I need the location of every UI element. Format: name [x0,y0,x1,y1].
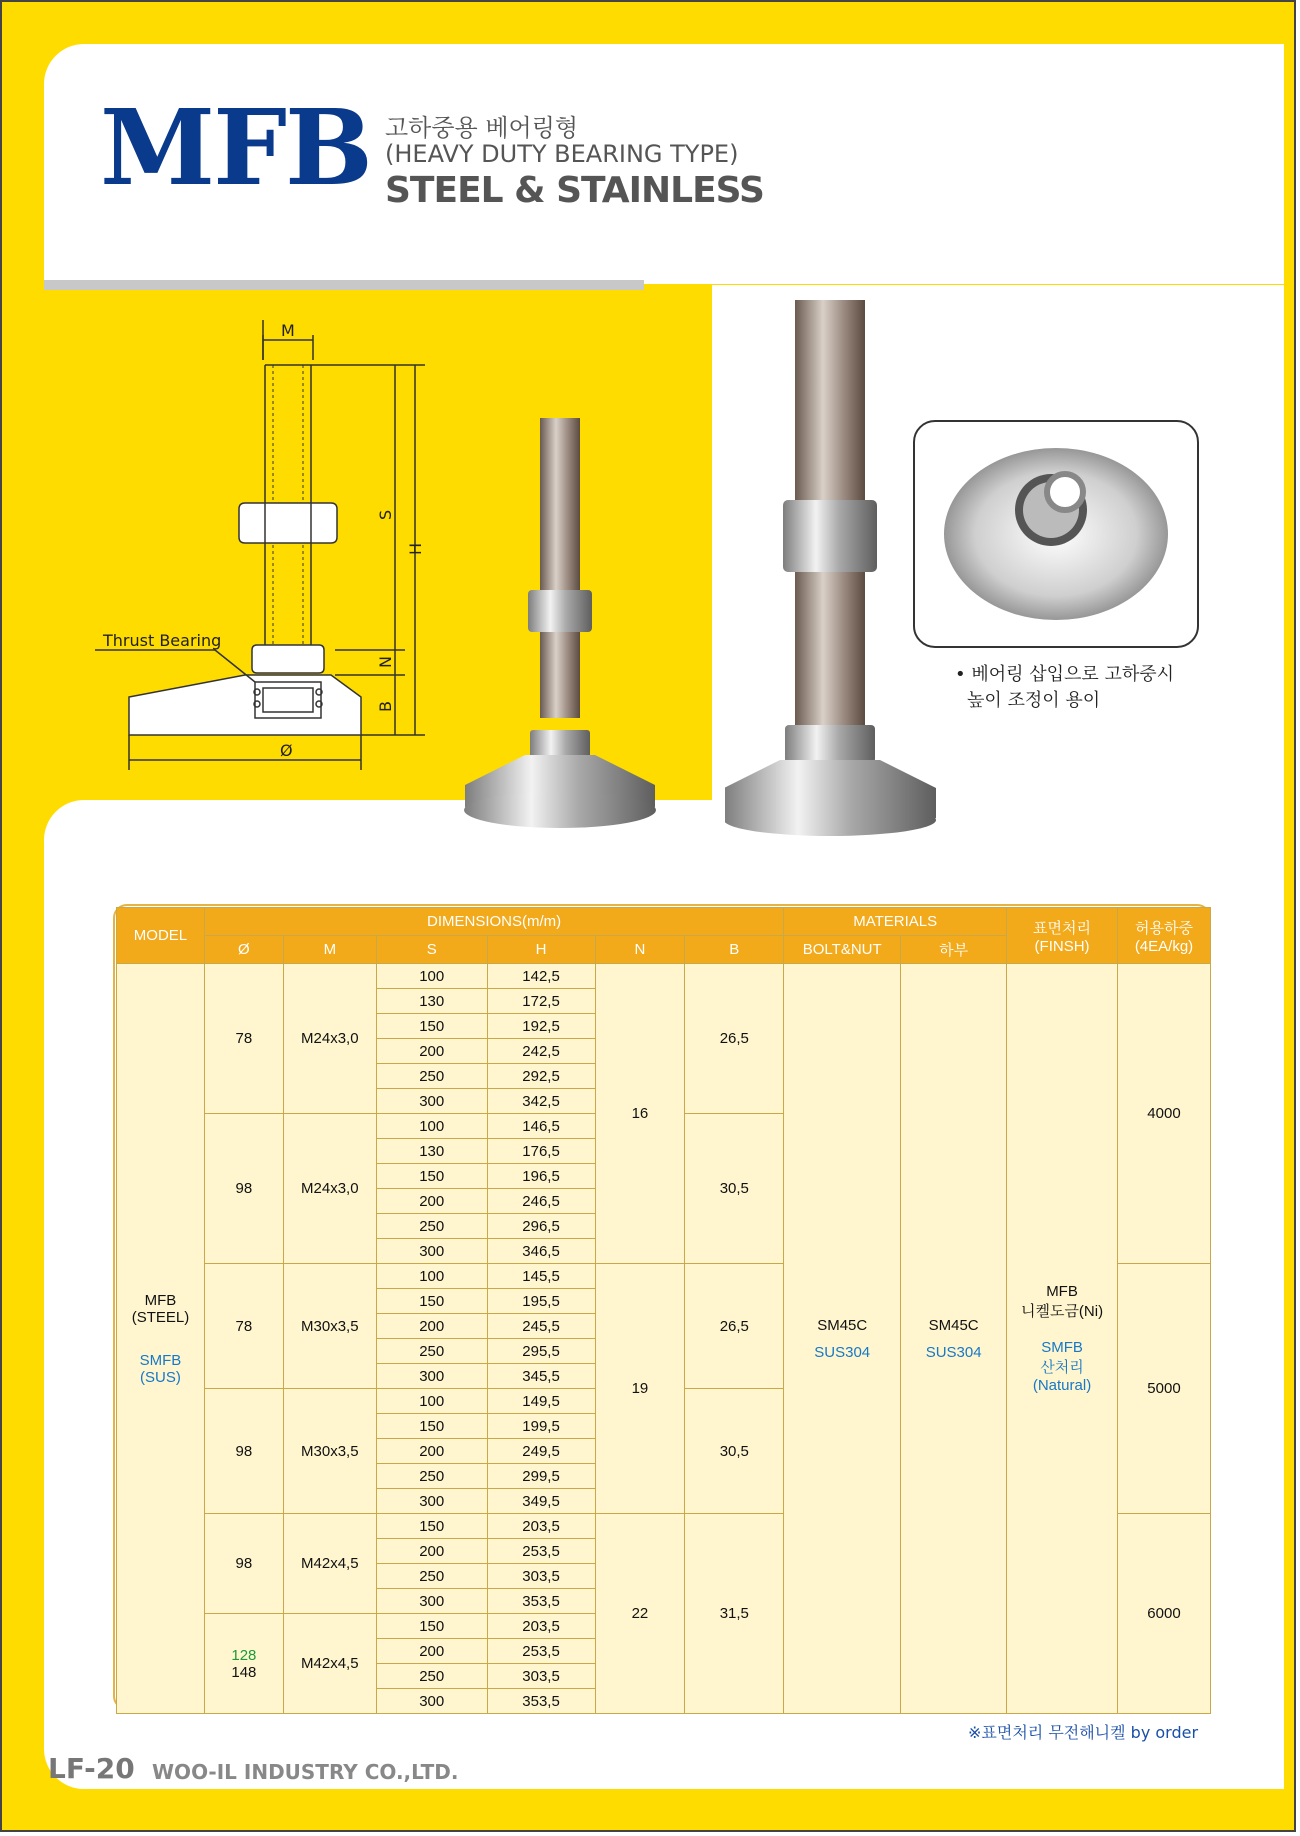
dim-label-n: N [376,656,395,668]
h-cell: 296,5 [487,1214,595,1239]
s-cell: 200 [376,1314,487,1339]
s-cell: 250 [376,1664,487,1689]
s-cell: 250 [376,1339,487,1364]
h-cell: 303,5 [487,1564,595,1589]
s-cell: 150 [376,1514,487,1539]
dim-label-b: B [376,701,395,712]
s-cell: 150 [376,1289,487,1314]
h-cell: 245,5 [487,1314,595,1339]
s-cell: 150 [376,1014,487,1039]
diameter-cell: 78 [204,1264,283,1389]
header-load-unit: (4EA/kg) [1134,937,1194,955]
s-cell: 150 [376,1614,487,1639]
bolt-material-sus: SUS304 [814,1343,871,1361]
h-cell: 246,5 [487,1189,595,1214]
col-m: M [283,936,376,964]
s-cell: 250 [376,1214,487,1239]
h-cell: 342,5 [487,1089,595,1114]
h-cell: 146,5 [487,1114,595,1139]
diameter-main: 148 [231,1663,257,1681]
bolt-material-steel: SM45C [817,1316,868,1334]
model-sus-type: (SUS) [140,1368,181,1386]
s-cell: 300 [376,1589,487,1614]
s-cell: 150 [376,1414,487,1439]
s-cell: 100 [376,1114,487,1139]
finish-model-steel: MFB [1046,1283,1078,1300]
thrust-bearing-label: Thrust Bearing [103,631,222,650]
s-cell: 200 [376,1189,487,1214]
finish-model-sus: SMFB [1041,1339,1083,1356]
base-material-steel: SM45C [928,1316,979,1334]
n-cell: 19 [595,1264,685,1514]
b-cell: 30,5 [685,1389,784,1514]
h-cell: 203,5 [487,1614,595,1639]
col-n: N [595,936,685,964]
subtitle-korean: 고하중용 베어링형 [385,114,579,142]
header-materials: MATERIALS [784,908,1007,936]
load-cell: 5000 [1117,1264,1210,1514]
s-cell: 200 [376,1439,487,1464]
spec-table [116,907,1211,1714]
technical-drawing [95,320,455,780]
col-base: 하부 [901,936,1007,964]
model-steel-type: (STEEL) [131,1308,190,1326]
diameter-alt: 128 [231,1646,257,1664]
s-cell: 300 [376,1689,487,1714]
h-cell: 176,5 [487,1139,595,1164]
h-cell: 295,5 [487,1339,595,1364]
s-cell: 300 [376,1239,487,1264]
n-cell: 22 [595,1514,685,1714]
feature-note-line1: • 베어링 삽입으로 고하중시 [955,664,1175,685]
dim-label-s: S [376,509,395,520]
header-finish-en: (FINSH) [1034,937,1090,955]
product-title: MFB [100,86,371,209]
product-photo-tall [725,295,945,840]
subtitle-english: (HEAVY DUTY BEARING TYPE) [385,140,739,168]
subtitle-material: STEEL & STAINLESS [385,170,764,211]
h-cell: 203,5 [487,1514,595,1539]
footnote: ※표면처리 무전해니켈 by order [968,1723,1199,1742]
header-divider [44,280,644,290]
s-cell: 100 [376,1264,487,1289]
diameter-cell: 98 [204,1389,283,1514]
col-bolt-nut: BOLT&NUT [784,936,901,964]
s-cell: 300 [376,1364,487,1389]
h-cell: 149,5 [487,1389,595,1414]
finish-acid: 산처리 [1040,1359,1084,1376]
model-steel: MFB [144,1291,177,1309]
feature-note-line2: 높이 조정이 용이 [967,690,1101,711]
s-cell: 250 [376,1464,487,1489]
h-cell: 192,5 [487,1014,595,1039]
thread-cell: M30x3,5 [283,1264,376,1389]
col-diameter: Ø [204,936,283,964]
thread-cell: M42x4,5 [283,1514,376,1614]
b-cell: 26,5 [685,964,784,1114]
h-cell: 253,5 [487,1639,595,1664]
header-model: MODEL [117,908,205,964]
h-cell: 345,5 [487,1364,595,1389]
h-cell: 253,5 [487,1539,595,1564]
finish-natural: (Natural) [1032,1377,1092,1394]
header-finish-ko: 표면처리 [1033,919,1092,937]
diameter-cell [204,1614,283,1714]
header-load [1117,908,1210,964]
base-material-sus: SUS304 [925,1343,982,1361]
h-cell: 303,5 [487,1664,595,1689]
s-cell: 200 [376,1639,487,1664]
finish-cell [1007,964,1118,1714]
col-h: H [487,936,595,964]
h-cell: 172,5 [487,989,595,1014]
b-cell: 26,5 [685,1264,784,1389]
h-cell: 142,5 [487,964,595,989]
diameter-cell: 98 [204,1514,283,1614]
b-cell: 30,5 [685,1114,784,1264]
col-b: B [685,936,784,964]
s-cell: 200 [376,1039,487,1064]
dim-label-h: H [406,542,425,555]
thread-cell: M24x3,0 [283,964,376,1114]
model-cell [117,964,205,1714]
diameter-cell: 98 [204,1114,283,1264]
b-cell: 31,5 [685,1514,784,1714]
h-cell: 292,5 [487,1064,595,1089]
thread-cell: M24x3,0 [283,1114,376,1264]
thread-cell: M30x3,5 [283,1389,376,1514]
material-bolt-cell [784,964,901,1714]
s-cell: 100 [376,1389,487,1414]
s-cell: 250 [376,1564,487,1589]
s-cell: 150 [376,1164,487,1189]
h-cell: 249,5 [487,1439,595,1464]
h-cell: 353,5 [487,1689,595,1714]
company-name: WOO-IL INDUSTRY CO.,LTD. [152,1760,459,1784]
header-finish [1007,908,1118,964]
h-cell: 242,5 [487,1039,595,1064]
h-cell: 196,5 [487,1164,595,1189]
s-cell: 300 [376,1489,487,1514]
product-photo-short [460,410,680,840]
h-cell: 299,5 [487,1464,595,1489]
diameter-cell: 78 [204,964,283,1114]
finish-nickel: 니켈도금(Ni) [1020,1303,1104,1320]
h-cell: 195,5 [487,1289,595,1314]
header-dimensions: DIMENSIONS(m/m) [204,908,783,936]
h-cell: 346,5 [487,1239,595,1264]
page-code: LF-20 [48,1752,135,1785]
s-cell: 130 [376,1139,487,1164]
load-cell: 4000 [1117,964,1210,1264]
material-base-cell [901,964,1007,1714]
thread-cell: M42x4,5 [283,1614,376,1714]
bearing-detail-photo [913,420,1199,648]
feature-note [955,662,1174,714]
col-s: S [376,936,487,964]
h-cell: 349,5 [487,1489,595,1514]
s-cell: 250 [376,1064,487,1089]
s-cell: 200 [376,1539,487,1564]
model-sus: SMFB [139,1351,182,1369]
dim-label-diameter: Ø [280,741,293,760]
s-cell: 130 [376,989,487,1014]
s-cell: 300 [376,1089,487,1114]
header-load-ko: 허용하중 [1135,919,1193,937]
load-cell: 6000 [1117,1514,1210,1714]
h-cell: 199,5 [487,1414,595,1439]
n-cell: 16 [595,964,685,1264]
dim-label-m: M [281,321,295,340]
h-cell: 353,5 [487,1589,595,1614]
s-cell: 100 [376,964,487,989]
h-cell: 145,5 [487,1264,595,1289]
